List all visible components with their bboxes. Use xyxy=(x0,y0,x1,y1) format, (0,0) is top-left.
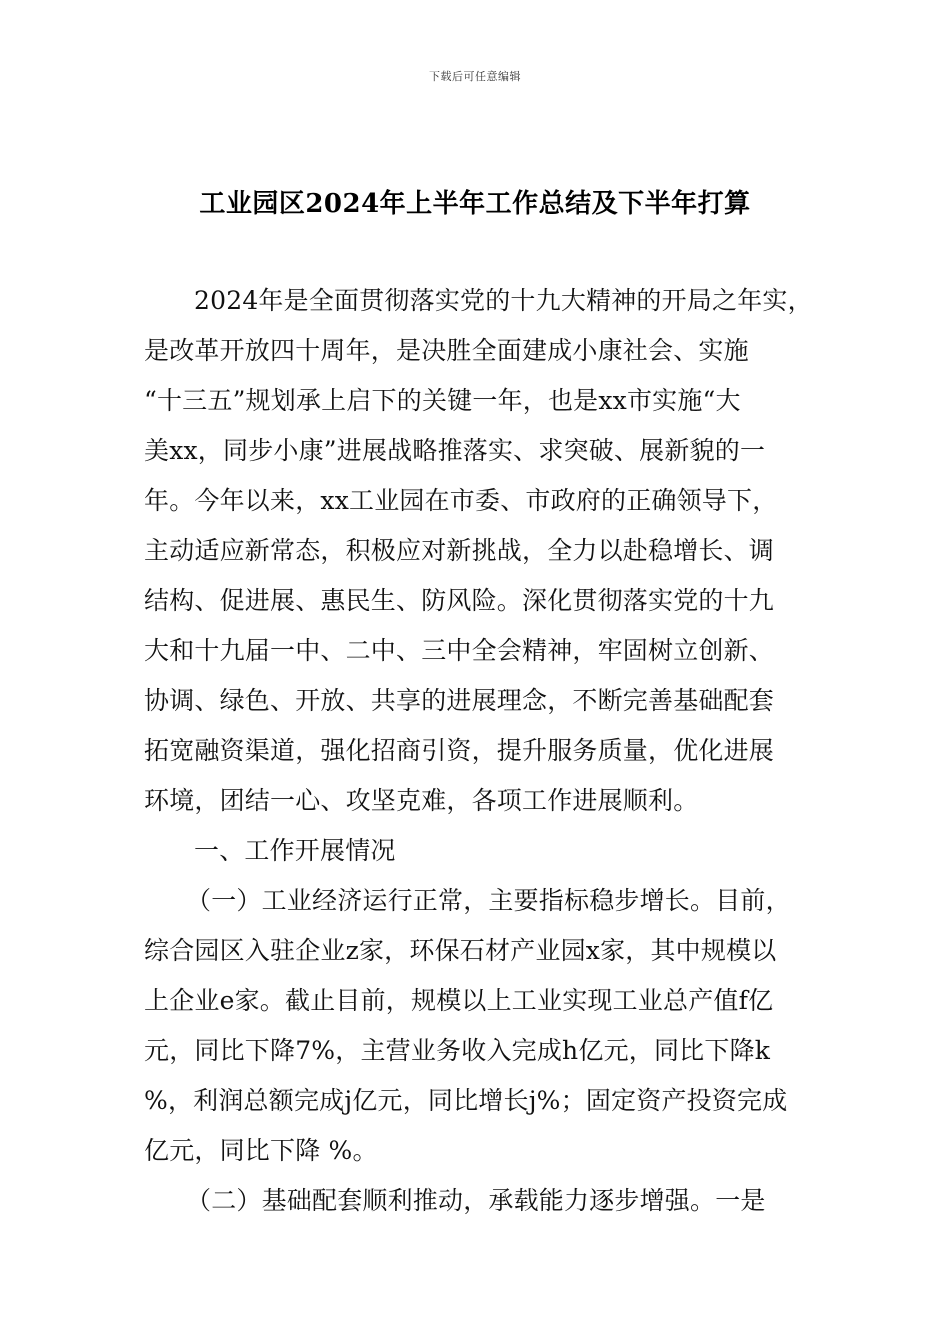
section-heading: 一、工作开展情况 xyxy=(194,836,396,865)
subsection-heading-line: （二）基础配套顺利推动，承载能力逐步增强。一是 xyxy=(186,1186,766,1215)
paragraph-line: 综合园区入驻企业z家，环保石材产业园x家，其中规模以 xyxy=(144,936,777,965)
paragraph-line: 环境，团结一心、攻坚克难，各项工作进展顺利。 xyxy=(144,786,699,815)
paragraph-line: 2024年是全面贯彻落实党的十九大精神的开局之年实， xyxy=(194,286,813,315)
paragraph-line: 协调、绿色、开放、共享的进展理念，不断完善基础配套 xyxy=(144,686,775,715)
paragraph-line: 是改革开放四十周年，是决胜全面建成小康社会、实施 xyxy=(144,336,749,365)
paragraph-line: 上企业e家。截止目前，规模以上工业实现工业总产值f亿 xyxy=(144,986,774,1015)
paragraph-line: “十三五”规划承上启下的关键一年，也是xx市实施“大 xyxy=(144,386,741,415)
paragraph-line: 年。今年以来，xx工业园在市委、市政府的正确领导下， xyxy=(144,486,778,515)
subsection-heading-line: （一）工业经济运行正常，主要指标稳步增长。目前， xyxy=(186,886,791,915)
paragraph-line: 亿元，同比下降 %。 xyxy=(144,1136,378,1165)
document-title: 工业园区2024年上半年工作总结及下半年打算 xyxy=(199,189,751,219)
document-body xyxy=(144,280,812,1230)
paragraph-line: 拓宽融资渠道，强化招商引资，提升服务质量，优化进展 xyxy=(144,736,775,765)
paragraph-line: %，利润总额完成j亿元，同比增长j%；固定资产投资完成 xyxy=(144,1086,788,1115)
paragraph-line: 元，同比下降7%，主营业务收入完成h亿元，同比下降k xyxy=(144,1036,771,1065)
paragraph-line: 美xx，同步小康”进展战略推落实、求突破、展新貌的一 xyxy=(144,436,766,465)
paragraph-line: 大和十九届一中、二中、三中全会精神，牢固树立创新、 xyxy=(144,636,775,665)
header-note: 下载后可任意编辑 xyxy=(429,70,521,83)
paragraph-line: 结构、促进展、惠民生、防风险。深化贯彻落实党的十九 xyxy=(144,586,775,615)
paragraph-line: 主动适应新常态，积极应对新挑战，全力以赴稳增长、调 xyxy=(144,536,775,565)
